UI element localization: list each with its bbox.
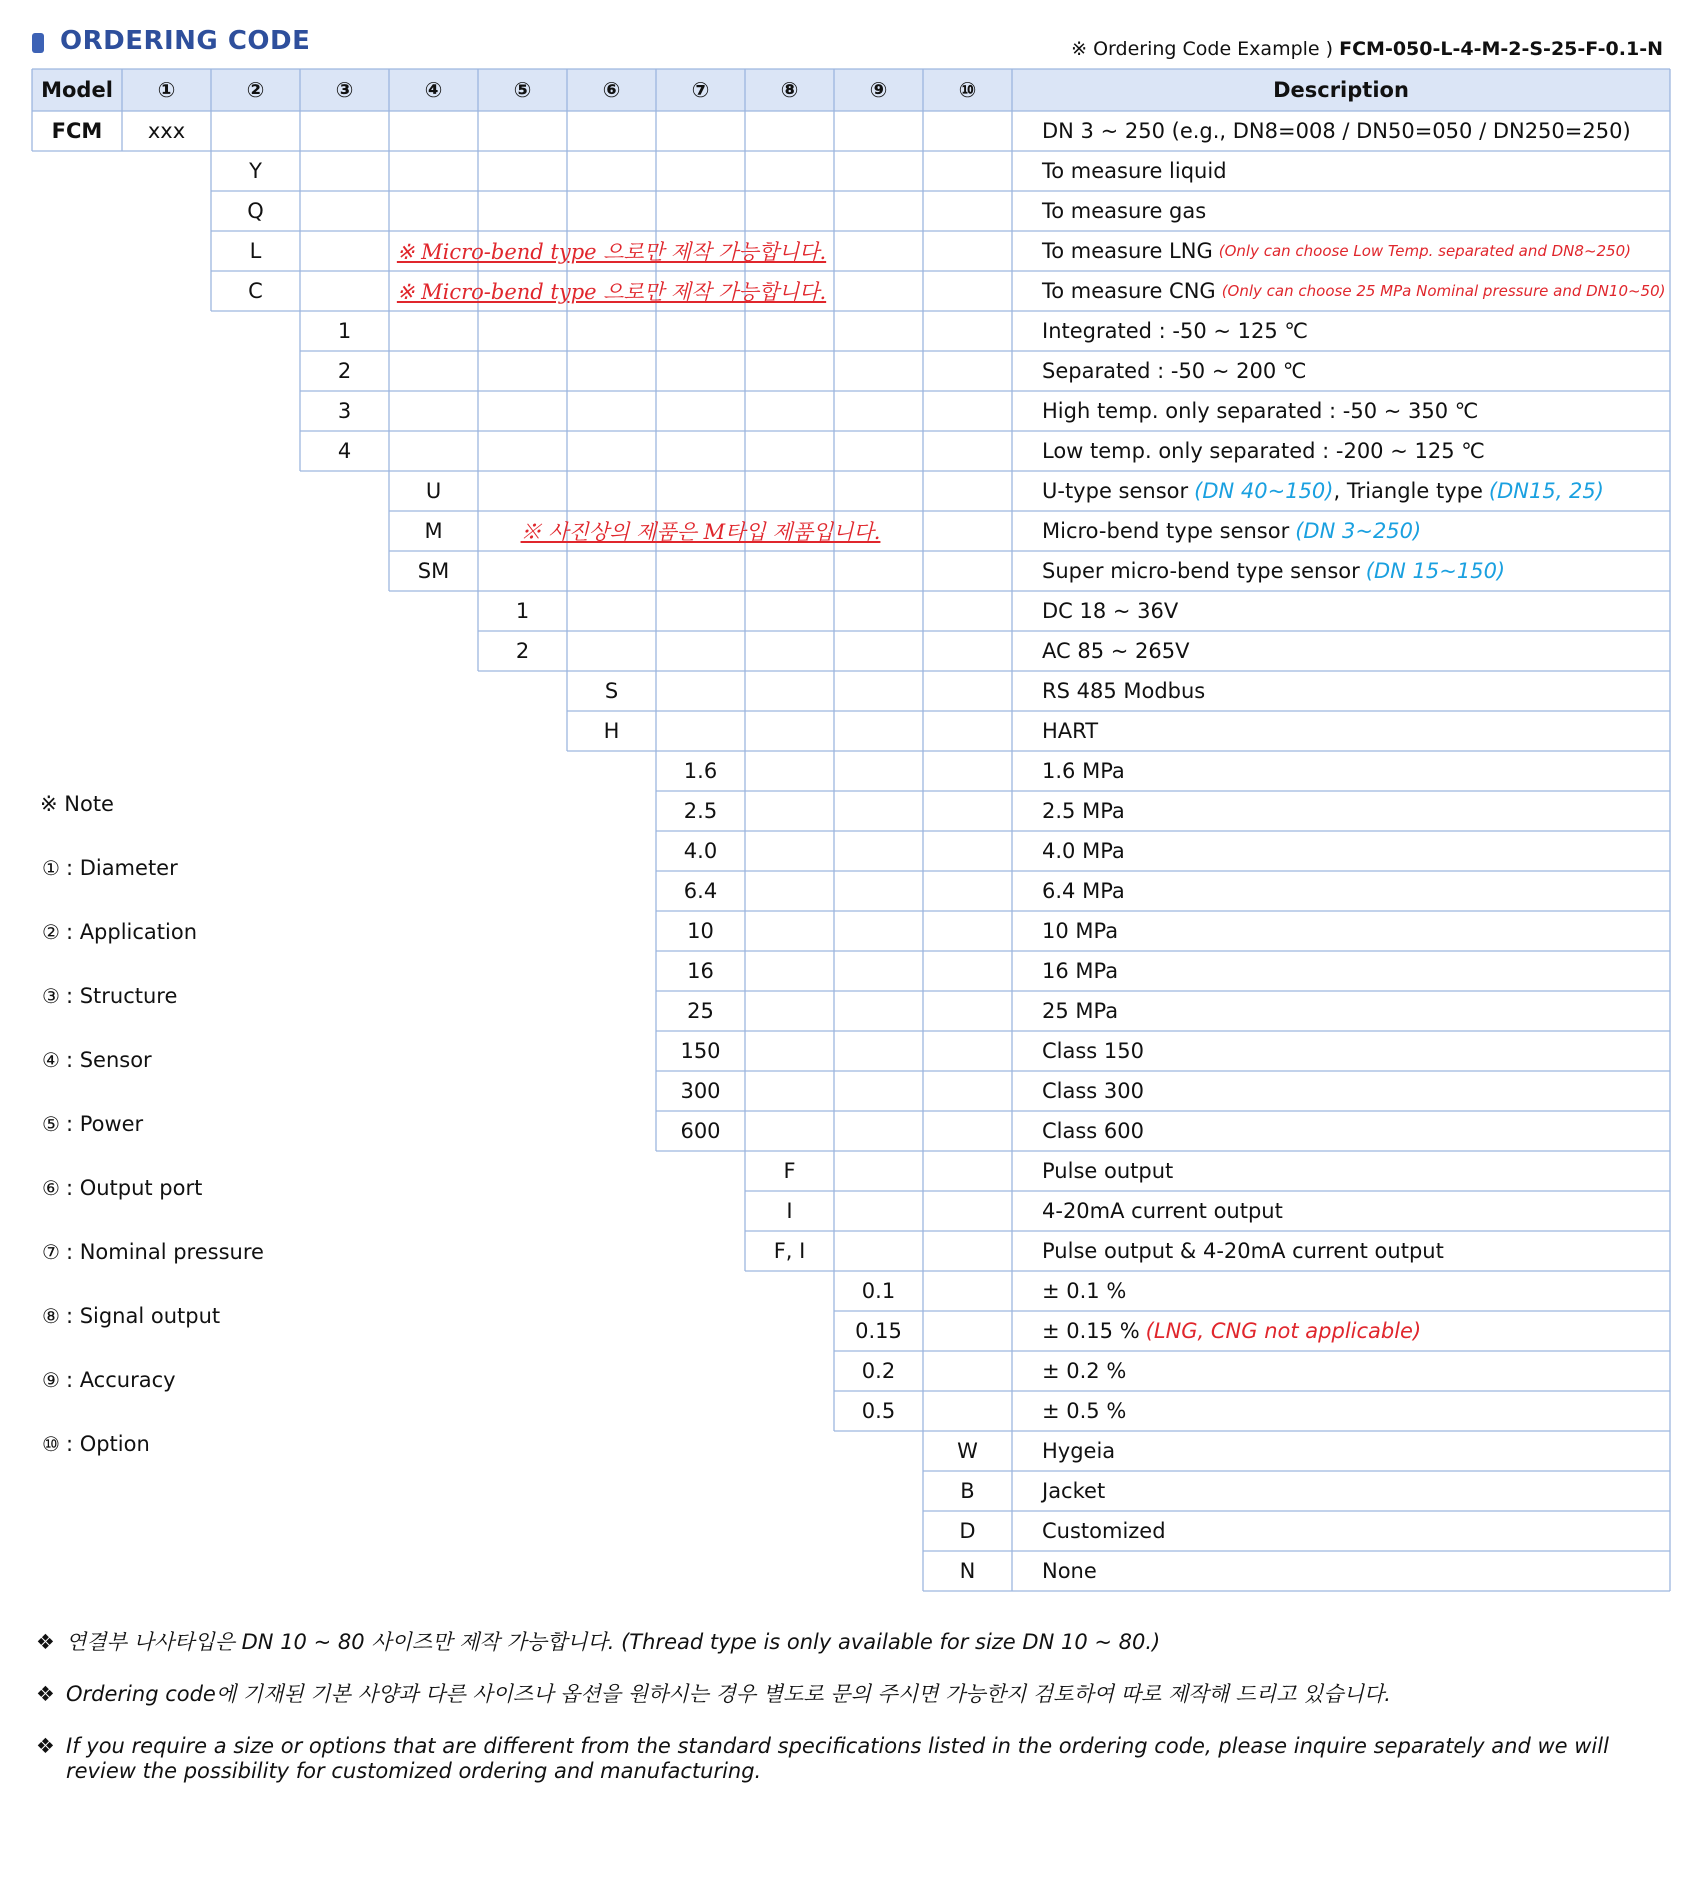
description-text: Jacket [1042, 1479, 1106, 1503]
description-text: ± 0.1 % [1042, 1279, 1127, 1303]
output-port-description [1042, 711, 1098, 751]
description-text: None [1042, 1559, 1097, 1583]
note-item [42, 1176, 202, 1200]
option-code: N [959, 1559, 976, 1583]
description-text: Class 300 [1042, 1079, 1145, 1103]
pressure-code: 1.6 [683, 759, 718, 783]
note-label: : Structure [65, 984, 178, 1008]
column-header-code-6: ⑥ [602, 78, 621, 102]
signal-code: F, I [773, 1239, 806, 1263]
accuracy-code: 0.1 [861, 1279, 896, 1303]
description-text: To measure liquid [1042, 159, 1227, 183]
page-title: ORDERING CODE [60, 26, 311, 56]
option-code: B [960, 1479, 975, 1503]
footer-note [36, 1630, 1666, 1655]
bullet-icon: ❖ [36, 1682, 55, 1706]
option-code: D [959, 1519, 976, 1543]
note-label: : Output port [65, 1176, 203, 1200]
description-text: 6.4 MPa [1042, 879, 1125, 903]
note-number: ⑨ [42, 1368, 60, 1392]
pressure-description [1042, 1031, 1144, 1071]
option-code: W [957, 1439, 978, 1463]
pressure-description [1042, 751, 1125, 791]
sensor-code: SM [417, 559, 450, 583]
note-label: : Power [65, 1112, 144, 1136]
pressure-code: 4.0 [683, 839, 718, 863]
notes-title: ※ Note [40, 792, 114, 816]
description-note: (LNG, CNG not applicable) [1145, 1319, 1422, 1343]
description-text: Pulse output [1042, 1159, 1174, 1183]
accuracy-description [1042, 1351, 1126, 1391]
pressure-code: 2.5 [683, 799, 718, 823]
example-prefix: ※ Ordering Code Example ) [1071, 38, 1334, 60]
description-text: Low temp. only separated : -200 ~ 125 ℃ [1042, 439, 1485, 463]
description-text: High temp. only separated : -50 ~ 350 ℃ [1042, 399, 1479, 423]
signal-description [1042, 1191, 1283, 1231]
column-header-code-1: ① [157, 78, 176, 102]
accuracy-code: 0.2 [861, 1359, 896, 1383]
description-text: 16 MPa [1042, 959, 1119, 983]
accuracy-description [1042, 1391, 1126, 1431]
structure-code: 3 [337, 399, 352, 423]
description-text: 4.0 MPa [1042, 839, 1125, 863]
note-label: : Sensor [65, 1048, 152, 1072]
structure-description [1042, 311, 1308, 351]
column-header-code-2: ② [246, 78, 265, 102]
diameter-code: xxx [147, 119, 186, 143]
note-label: : Signal output [65, 1304, 221, 1328]
power-code: 2 [515, 639, 530, 663]
description-text: 4-20mA current output [1042, 1199, 1283, 1223]
column-header-description: Description [1273, 78, 1409, 102]
footer-note-text: Ordering code에 기재된 기본 사양과 다른 사이즈나 옵션을 원하시는 경우 별도로 문의 주시면 가능한지 검토하여 따로 제작해 드리고 있습니다. [66, 1682, 1391, 1706]
power-description [1042, 591, 1178, 631]
sensor-description [1042, 551, 1505, 591]
footer-note-text: 연결부 나사타입은 DN 10 ~ 80 사이즈만 제작 가능합니다. (Thread type is only available for size DN 10 ~ 80.) [66, 1630, 1161, 1654]
application-code: C [248, 279, 263, 303]
description-text: 10 MPa [1042, 919, 1119, 943]
description-text: To measure LNG [1042, 239, 1213, 263]
description-text: AC 85 ~ 265V [1042, 639, 1190, 663]
pressure-code: 6.4 [683, 879, 718, 903]
option-description [1042, 1471, 1105, 1511]
description-text: Pulse output & 4-20mA current output [1042, 1239, 1444, 1263]
footer-note [36, 1734, 1666, 1784]
pressure-code: 25 [687, 999, 714, 1023]
bullet-icon: ❖ [36, 1630, 55, 1654]
note-label: : Accuracy [65, 1368, 176, 1392]
pressure-description [1042, 871, 1125, 911]
sensor-code: U [425, 479, 442, 503]
pressure-code: 10 [687, 919, 714, 943]
output-port-description [1042, 671, 1205, 711]
note-item [42, 1240, 264, 1264]
note-number: ⑦ [42, 1240, 60, 1264]
footer-note [36, 1682, 1666, 1707]
note-number: ③ [42, 984, 60, 1008]
note-item [42, 1048, 152, 1072]
dn-range-note: (DN 15~150) [1365, 559, 1506, 583]
description-text: Separated : -50 ~ 200 ℃ [1042, 359, 1307, 383]
column-header-code-3: ③ [335, 78, 354, 102]
power-description [1042, 631, 1189, 671]
note-number: ⑧ [42, 1304, 60, 1328]
description-text: 2.5 MPa [1042, 799, 1125, 823]
note-label: : Nominal pressure [65, 1240, 264, 1264]
pressure-code: 150 [680, 1039, 721, 1063]
example-code: FCM-050-L-4-M-2-S-25-F-0.1-N [1339, 38, 1663, 60]
note-label: : Application [65, 920, 198, 944]
note-number: ④ [42, 1048, 60, 1072]
footer-note-text: If you require a size or options that are different from the standard specifications listed in the ordering code, please inquire separately and we will review the possibility for customized ordering and manufacturing. [66, 1734, 1609, 1783]
output-port-code: S [604, 679, 619, 703]
structure-code: 4 [337, 439, 352, 463]
pressure-description [1042, 951, 1118, 991]
dn-range-note: (DN15, 25) [1488, 479, 1604, 503]
sensor-code: M [424, 519, 443, 543]
description-note: (Only can choose 25 MPa Nominal pressure and DN10~50) [1221, 282, 1666, 300]
pressure-description [1042, 831, 1125, 871]
structure-code: 1 [337, 319, 352, 343]
note-number: ⑩ [42, 1432, 60, 1456]
application-code: Y [249, 159, 262, 183]
pressure-description [1042, 911, 1118, 951]
column-header-code-4: ④ [424, 78, 443, 102]
dn-range-note: (DN 3~250) [1295, 519, 1422, 543]
application-code: L [249, 239, 262, 263]
signal-description [1042, 1151, 1173, 1191]
structure-description [1042, 351, 1306, 391]
application-description [1042, 271, 1666, 311]
note-label: : Option [65, 1432, 150, 1456]
note-item [42, 856, 178, 880]
note-number: ⑤ [42, 1112, 60, 1136]
application-description [1042, 151, 1227, 191]
accuracy-description [1042, 1271, 1126, 1311]
note-item [42, 984, 177, 1008]
model-code: FCM [51, 119, 103, 143]
note-number: ② [42, 920, 60, 944]
pressure-code: 600 [680, 1119, 721, 1143]
signal-code: F [783, 1159, 796, 1183]
note-item [42, 1112, 143, 1136]
description-text: RS 485 Modbus [1042, 679, 1206, 703]
accuracy-code: 0.15 [855, 1319, 902, 1343]
output-port-code: H [603, 719, 620, 743]
korean-remark: ※ Micro-bend type 으로만 제작 가능합니다. [396, 240, 827, 264]
pressure-description [1042, 1111, 1144, 1151]
column-header-code-5: ⑤ [513, 78, 532, 102]
signal-description [1042, 1231, 1444, 1271]
sensor-description [1042, 471, 1604, 511]
column-header-code-9: ⑨ [869, 78, 888, 102]
note-item [42, 920, 197, 944]
description-text: Class 600 [1042, 1119, 1145, 1143]
structure-description [1042, 431, 1485, 471]
description-note: (Only can choose Low Temp. separated and DN8~250) [1218, 242, 1631, 260]
column-header-code-8: ⑧ [780, 78, 799, 102]
option-description [1042, 1511, 1166, 1551]
column-header-code-7: ⑦ [691, 78, 710, 102]
korean-remark: ※ Micro-bend type 으로만 제작 가능합니다. [396, 280, 827, 304]
korean-remark: ※ 사진상의 제품은 M타입 제품입니다. [520, 520, 881, 544]
signal-code: I [786, 1199, 793, 1223]
column-header-model: Model [41, 78, 113, 102]
option-description [1042, 1431, 1115, 1471]
dn-range-note: (DN 40~150) [1194, 479, 1334, 503]
bullet-icon: ❖ [36, 1734, 55, 1758]
application-description [1042, 191, 1206, 231]
power-code: 1 [515, 599, 530, 623]
description-text: U-type sensor [1042, 479, 1189, 503]
note-item [42, 1304, 220, 1328]
pressure-description [1042, 991, 1118, 1031]
application-description [1042, 231, 1631, 271]
description-text: Super micro-bend type sensor [1042, 559, 1360, 583]
description-text: Hygeia [1042, 1439, 1116, 1463]
structure-code: 2 [337, 359, 352, 383]
pressure-code: 16 [687, 959, 714, 983]
description-diameter: DN 3 ~ 250 (e.g., DN8=008 / DN50=050 / DN250=250) [1042, 119, 1631, 143]
description-text: To measure gas [1042, 199, 1207, 223]
column-header-code-10: ⑩ [958, 78, 977, 102]
description-text: ± 0.15 % [1042, 1319, 1140, 1343]
accuracy-code: 0.5 [861, 1399, 896, 1423]
description-text: DC 18 ~ 36V [1042, 599, 1179, 623]
description-text: ± 0.5 % [1042, 1399, 1127, 1423]
note-number: ① [42, 856, 60, 880]
pressure-description [1042, 1071, 1144, 1111]
note-item [42, 1432, 150, 1456]
note-number: ⑥ [42, 1176, 60, 1200]
accuracy-description [1042, 1311, 1421, 1351]
description-text: 25 MPa [1042, 999, 1119, 1023]
description-text: 1.6 MPa [1042, 759, 1125, 783]
pressure-code: 300 [680, 1079, 721, 1103]
option-description [1042, 1551, 1097, 1591]
description-text: ± 0.2 % [1042, 1359, 1127, 1383]
description-text: Class 150 [1042, 1039, 1145, 1063]
description-text: Integrated : -50 ~ 125 ℃ [1042, 319, 1308, 343]
note-label: : Diameter [65, 856, 178, 880]
structure-description [1042, 391, 1478, 431]
description-text: HART [1042, 719, 1099, 743]
application-code: Q [247, 199, 264, 223]
pressure-description [1042, 791, 1125, 831]
description-text: Customized [1042, 1519, 1166, 1543]
note-item [42, 1368, 176, 1392]
sensor-description [1042, 511, 1421, 551]
triangle-type-text: , Triangle type [1333, 479, 1483, 503]
description-text: To measure CNG [1042, 279, 1216, 303]
description-text: Micro-bend type sensor [1042, 519, 1290, 543]
